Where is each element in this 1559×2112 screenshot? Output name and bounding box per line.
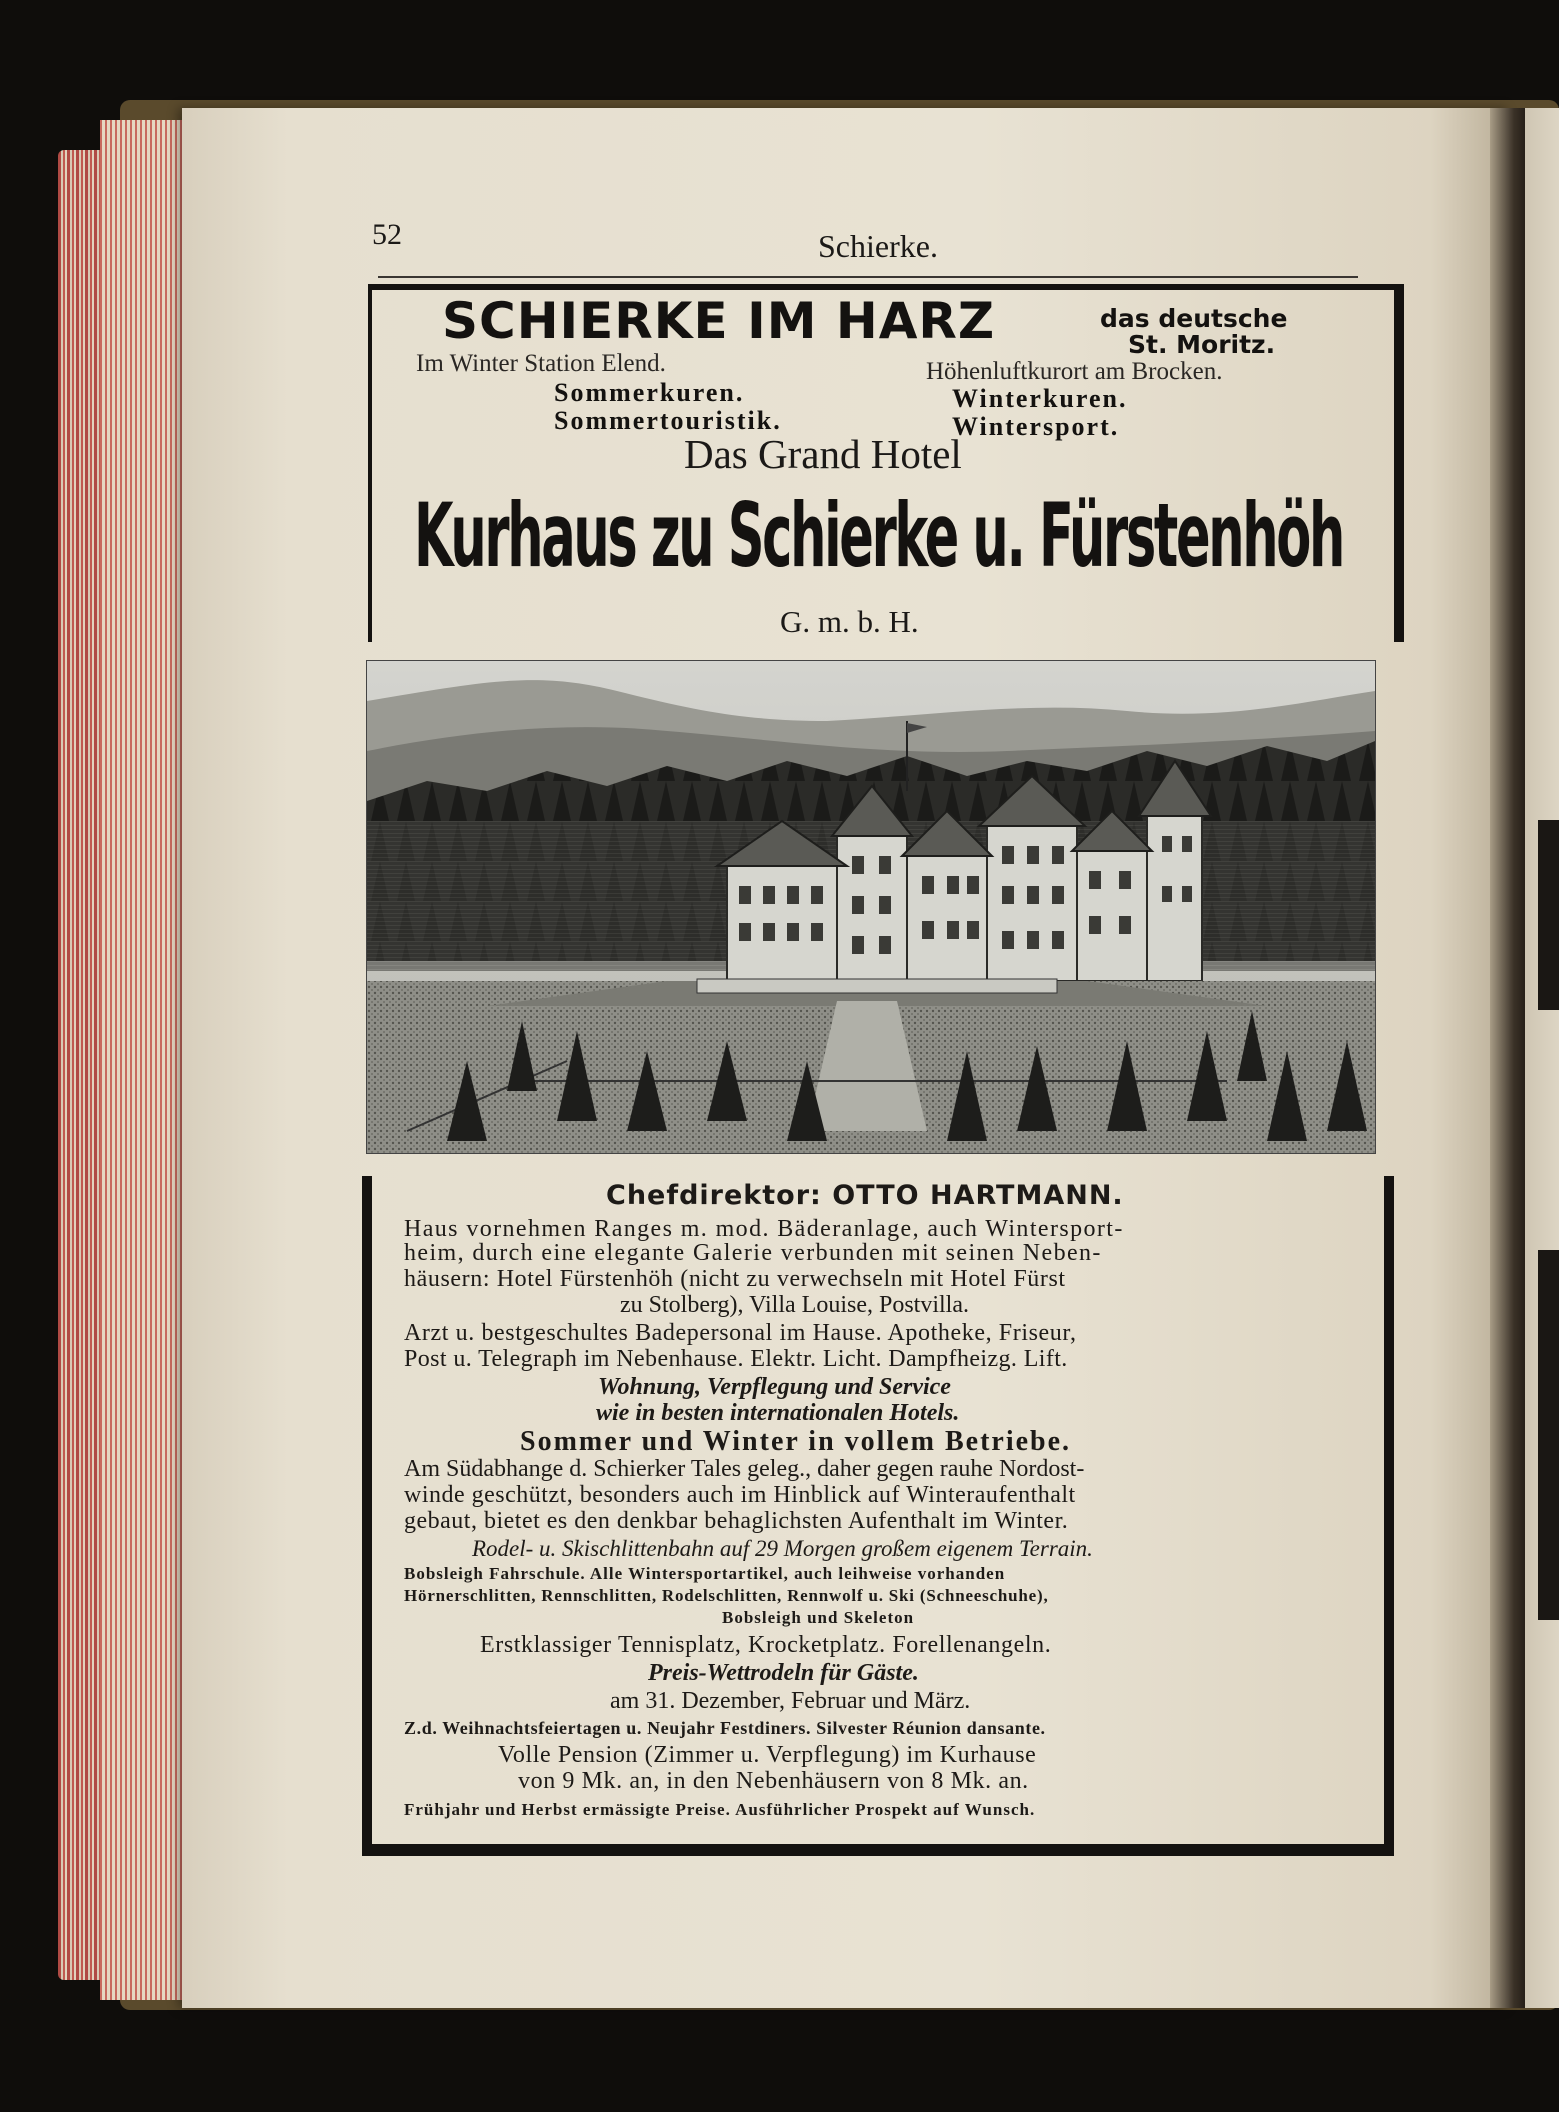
advert-director: Chefdirektor: OTTO HARTMANN.	[606, 1180, 1124, 1211]
advert-line: Rodel- u. Skischlittenbahn auf 29 Morgen großem eigenem Terrain.	[472, 1536, 1093, 1561]
advert-line: Z.d. Weihnachtsfeiertagen u. Neujahr Festdiners. Silvester Réunion dansante.	[404, 1718, 1046, 1738]
page-number: 52	[372, 218, 402, 251]
advert-summer-1: Sommerkuren.	[554, 378, 745, 407]
advert-company-form: G. m. b. H.	[780, 604, 919, 639]
facing-page-mark	[1538, 1250, 1559, 1620]
advert-line: Haus vornehmen Ranges m. mod. Bäderanlage, auch Wintersport-	[404, 1216, 1124, 1242]
advert-summer-2: Sommertouristik.	[554, 406, 782, 435]
advert-winter-1: Winterkuren.	[952, 384, 1128, 413]
facing-page-mark	[1538, 820, 1559, 1010]
advert-line: von 9 Mk. an, in den Nebenhäusern von 8 Mk. an.	[518, 1768, 1029, 1794]
advert-tagline-1: das deutsche	[1100, 304, 1288, 333]
advert-line: Hörnerschlitten, Rennschlitten, Rodelschlitten, Rennwolf u. Ski (Schneeschuhe),	[404, 1586, 1049, 1605]
advert-line: Erstklassiger Tennisplatz, Krocketplatz. Forellenangeln.	[480, 1632, 1052, 1658]
advert-line: Preis-Wettrodeln für Gäste.	[648, 1660, 919, 1686]
header-rule	[378, 276, 1358, 278]
facing-page	[1525, 108, 1559, 2008]
advert-line: zu Stolberg), Villa Louise, Postvilla.	[620, 1292, 969, 1318]
advert-line: Bobsleigh Fahrschule. Alle Wintersportartikel, auch leihweise vorhanden	[404, 1564, 1006, 1583]
advert-line: Arzt u. bestgeschultes Badepersonal im Hause. Apotheke, Friseur,	[404, 1320, 1077, 1346]
advert-line: Wohnung, Verpflegung und Service	[598, 1374, 951, 1400]
running-title: Schierke.	[818, 228, 938, 264]
advert-line: Bobsleigh und Skeleton	[722, 1608, 915, 1627]
advert-hotel-name: Kurhaus zu Schierke u. Fürstenhöh	[414, 484, 1344, 587]
hotel-engraving	[366, 660, 1376, 1154]
advert-title: SCHIERKE IM HARZ	[442, 292, 996, 350]
advert-line: häusern: Hotel Fürstenhöh (nicht zu verwechseln mit Hotel Fürst	[404, 1266, 1066, 1292]
advert-line: Am Südabhange d. Schierker Tales geleg., daher gegen rauhe Nordost-	[404, 1456, 1085, 1482]
advert-line: Volle Pension (Zimmer u. Verpflegung) im Kurhause	[498, 1742, 1037, 1768]
advert-line: heim, durch eine elegante Galerie verbunden mit seinen Neben-	[404, 1240, 1102, 1266]
advert-line: am 31. Dezember, Februar und März.	[610, 1688, 971, 1714]
advert-line: Frühjahr und Herbst ermässigte Preise. Ausführlicher Prospekt auf Wunsch.	[404, 1800, 1036, 1819]
advert-line: Post u. Telegraph im Nebenhause. Elektr. Licht. Dampfheizg. Lift.	[404, 1346, 1068, 1372]
advert-line: winde geschützt, besonders auch im Hinblick auf Winteraufenthalt	[404, 1482, 1076, 1508]
advert-grand-hotel: Das Grand Hotel	[684, 431, 962, 477]
advert-subtitle-left: Im Winter Station Elend.	[416, 350, 666, 377]
advert-tagline-2: St. Moritz.	[1128, 330, 1276, 359]
advert-subtitle-right: Höhenluftkurort am Brocken.	[926, 358, 1223, 385]
hotel-engraving-image	[367, 661, 1375, 1153]
advert-line: Sommer und Winter in vollem Betriebe.	[520, 1426, 1072, 1457]
advert-line: gebaut, bietet es den denkbar behaglichsten Aufenthalt im Winter.	[404, 1508, 1069, 1534]
advert-line: wie in besten internationalen Hotels.	[596, 1400, 960, 1426]
book-gutter	[1490, 108, 1530, 2008]
advert-winter-2: Wintersport.	[952, 412, 1120, 441]
